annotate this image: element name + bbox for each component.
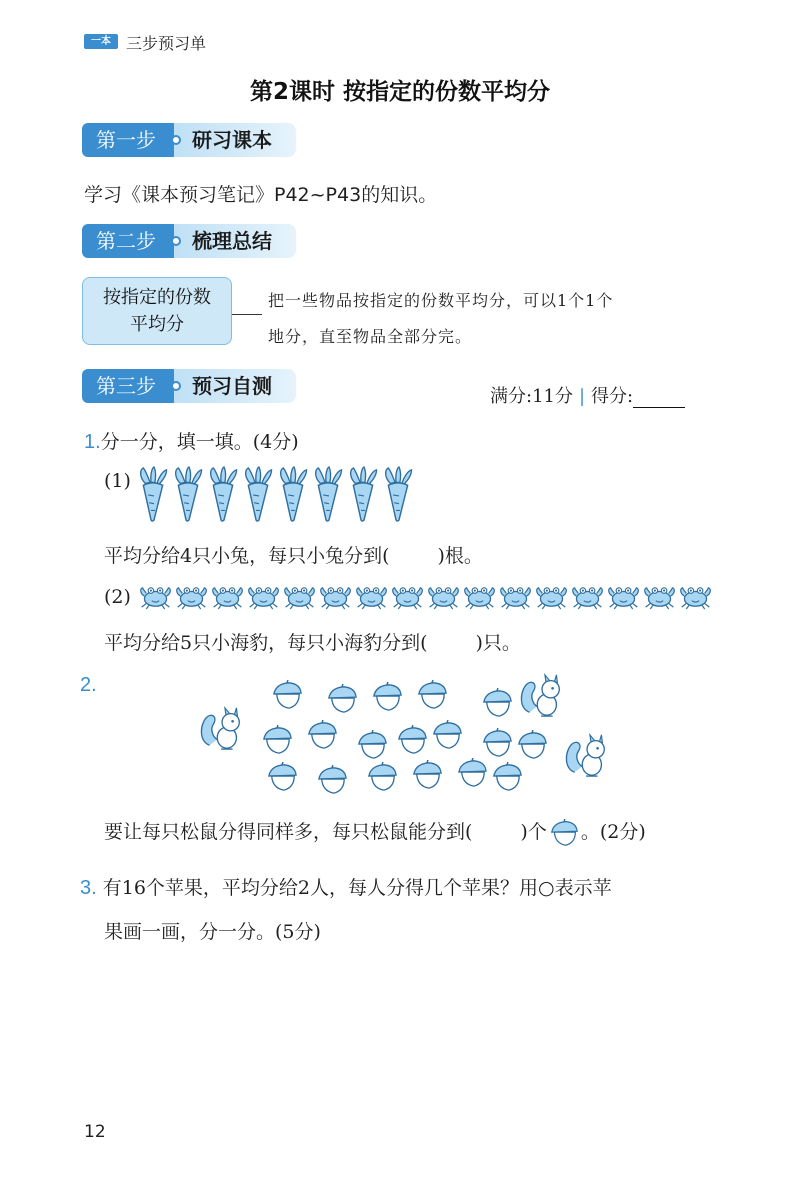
acorn-icon xyxy=(395,725,429,755)
step-dot-icon xyxy=(171,236,181,246)
squirrel-icon xyxy=(565,732,611,778)
acorn-icon xyxy=(355,730,389,760)
q1-part1-text-b: )根。 xyxy=(437,545,483,567)
q1-part2-label: (2) xyxy=(104,586,131,608)
acorn-icon xyxy=(515,730,549,760)
q1-title: 分一分，填一填。(4分) xyxy=(100,431,299,453)
q2-text-b: )个 xyxy=(520,821,547,843)
step-dot-icon xyxy=(171,135,181,145)
step3-header xyxy=(82,369,296,403)
acorn-icon xyxy=(265,762,299,792)
acorn-squirrel-figure xyxy=(190,670,610,800)
series-title: 三步预习单 xyxy=(126,34,207,53)
step2-name: 梳理总结 xyxy=(174,224,296,258)
q3-number: 3. xyxy=(80,877,97,899)
carrot-icon xyxy=(311,466,345,522)
acorn-icon xyxy=(305,720,339,750)
acorn-icon xyxy=(410,760,444,790)
acorn-icon xyxy=(415,680,449,710)
q1-part1-text-a: 平均分给4只小兔，每只小兔分到( xyxy=(104,545,390,567)
crab-icon xyxy=(462,584,497,610)
q3-line2: 果画一画，分一分。(5分) xyxy=(104,921,321,943)
q1-title-row xyxy=(84,427,299,454)
summary-box-line1: 按指定的份数 xyxy=(103,287,211,308)
crab-icon xyxy=(570,584,605,610)
step3-badge: 第三步 xyxy=(82,369,174,403)
summary-box xyxy=(82,277,232,345)
brand-logo: 一本 xyxy=(84,34,118,49)
q2-number: 2. xyxy=(80,674,97,696)
step1-badge: 第一步 xyxy=(82,123,174,157)
score-blank[interactable] xyxy=(633,389,685,408)
acorn-icon xyxy=(490,762,524,792)
carrot-group xyxy=(136,466,416,522)
step1-text: 学习《课本预习笔记》P42~P43的知识。 xyxy=(84,184,438,206)
q1-part1-label: (1) xyxy=(104,470,131,492)
carrot-icon xyxy=(381,466,415,522)
acorn-icon xyxy=(365,762,399,792)
acorn-icon xyxy=(325,684,359,714)
crab-icon xyxy=(354,584,389,610)
score-area xyxy=(490,382,685,408)
step1-name: 研习课本 xyxy=(174,123,296,157)
connector-line xyxy=(232,314,262,315)
summary-box-line2: 平均分 xyxy=(130,314,184,335)
crab-icon xyxy=(426,584,461,610)
step1-header xyxy=(82,123,296,157)
crab-icon xyxy=(534,584,569,610)
crab-icon xyxy=(246,584,281,610)
crab-icon xyxy=(642,584,677,610)
crab-icon xyxy=(282,584,317,610)
page-number: 12 xyxy=(84,1122,106,1142)
crab-icon xyxy=(498,584,533,610)
acorn-icon xyxy=(455,758,489,788)
summary-line1: 把一些物品按指定的份数平均分，可以1个1个 xyxy=(268,291,614,310)
crab-group xyxy=(138,584,714,610)
carrot-icon xyxy=(346,466,380,522)
squirrel-icon xyxy=(200,705,246,751)
acorn-icon xyxy=(260,725,294,755)
carrot-icon xyxy=(206,466,240,522)
acorn-icon xyxy=(480,688,514,718)
crab-icon xyxy=(138,584,173,610)
step3-name: 预习自测 xyxy=(174,369,296,403)
crab-icon xyxy=(174,584,209,610)
score-separator: | xyxy=(578,386,586,407)
q3-block xyxy=(80,866,740,954)
squirrel-icon xyxy=(520,672,566,718)
q1-part1-question xyxy=(104,541,483,568)
crab-icon xyxy=(606,584,641,610)
q3-line1: 3. 有16个苹果，平均分给2人，每人分得几个苹果？用○表示苹 xyxy=(80,877,612,899)
step2-header xyxy=(82,224,296,258)
q1-part2-question xyxy=(104,628,521,655)
crab-icon xyxy=(318,584,353,610)
acorn-icon xyxy=(430,720,464,750)
carrot-icon xyxy=(171,466,205,522)
acorn-icon xyxy=(270,680,304,710)
acorn-icon xyxy=(370,682,404,712)
score-label: 得分: xyxy=(591,386,634,407)
acorn-icon xyxy=(315,765,349,795)
q2-text-c: 。(2分) xyxy=(580,821,646,843)
lesson-title: 第2课时 按指定的份数平均分 xyxy=(249,79,550,105)
q2-text-a: 要让每只松鼠分得同样多，每只松鼠能分到( xyxy=(104,821,473,843)
step2-badge: 第二步 xyxy=(82,224,174,258)
step-dot-icon xyxy=(171,381,181,391)
q1-part2-text-a: 平均分给5只小海豹，每只小海豹分到( xyxy=(104,632,428,654)
acorn-icon xyxy=(480,728,514,758)
full-score: 满分:11分 xyxy=(490,386,573,407)
summary-line2: 地分，直至物品全部分完。 xyxy=(268,327,473,346)
crab-icon xyxy=(390,584,425,610)
carrot-icon xyxy=(276,466,310,522)
acorn-icon xyxy=(547,819,581,847)
q1-part2-text-b: )只。 xyxy=(475,632,521,654)
summary-text xyxy=(268,283,708,355)
crab-icon xyxy=(210,584,245,610)
carrot-icon xyxy=(241,466,275,522)
carrot-icon xyxy=(136,466,170,522)
crab-icon xyxy=(678,584,713,610)
q1-number: 1. xyxy=(84,431,101,453)
q2-question xyxy=(104,817,646,847)
